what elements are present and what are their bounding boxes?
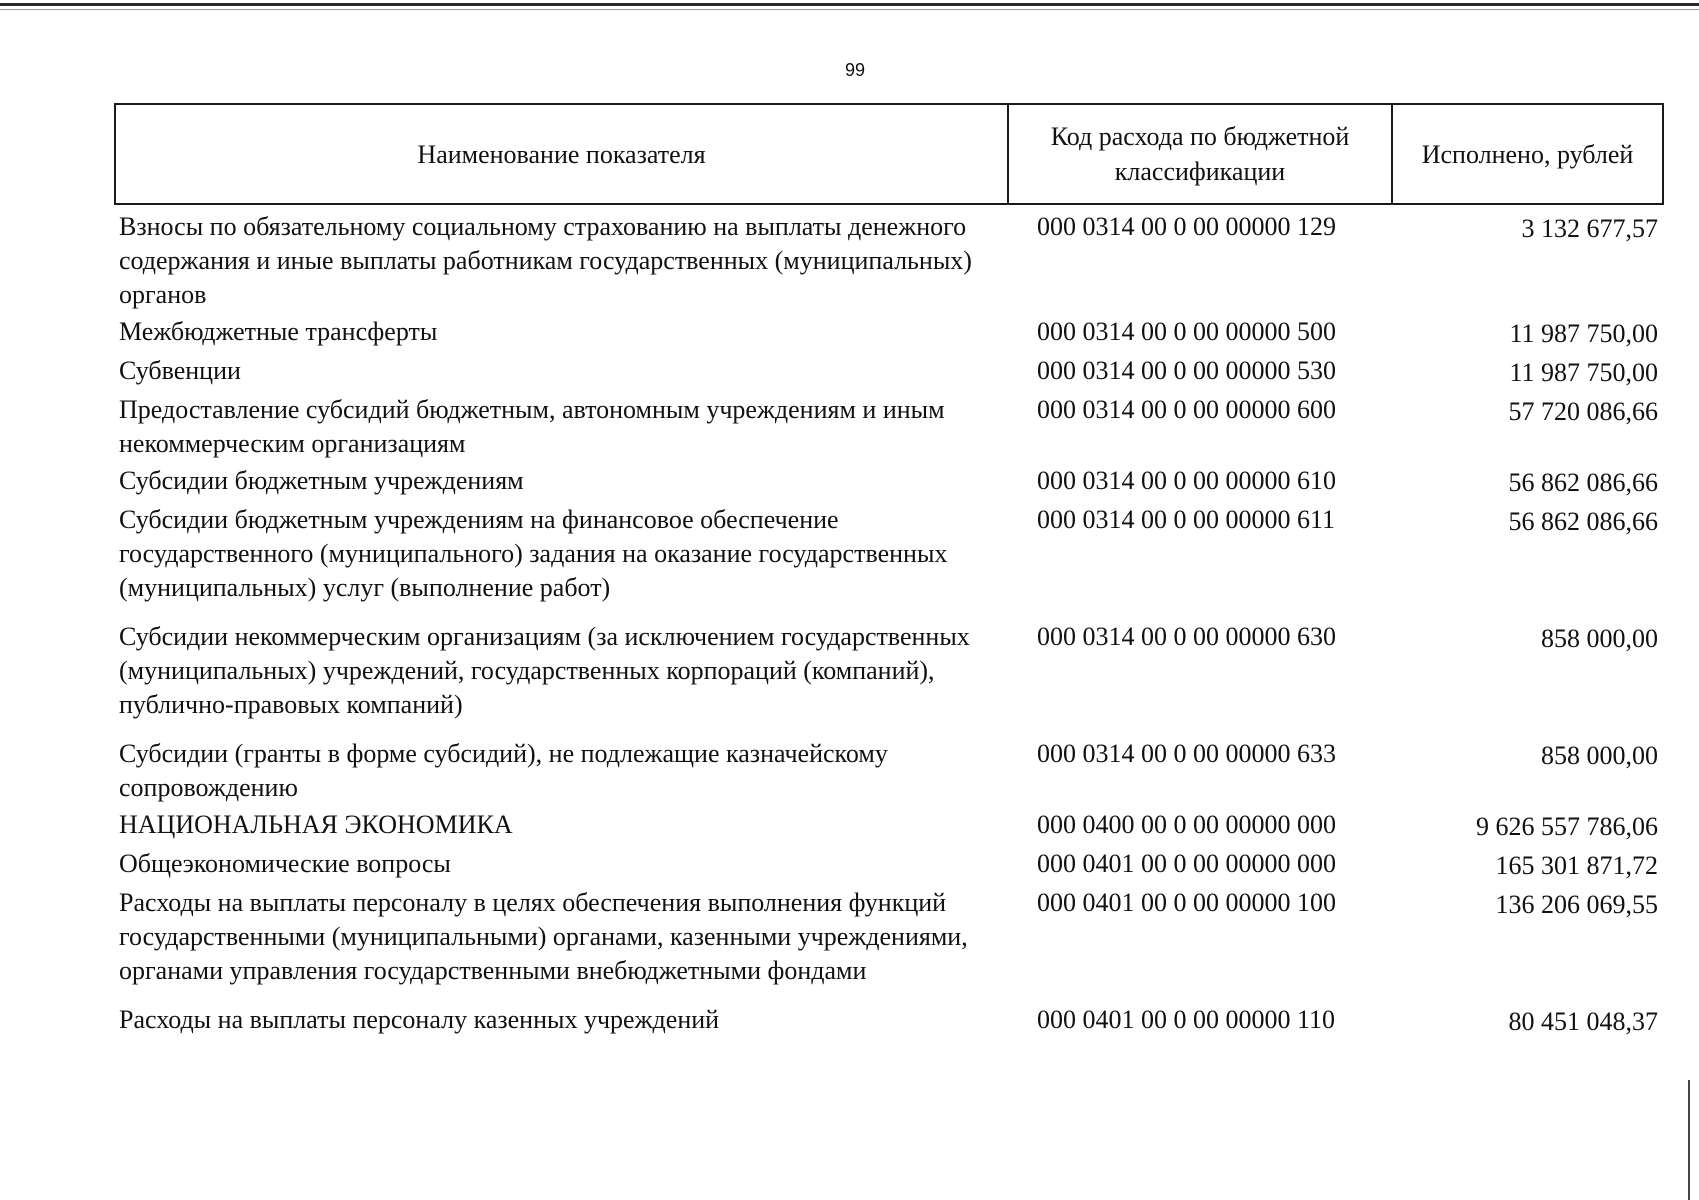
row-code: 000 0314 00 0 00 00000 530 [1037,356,1336,385]
row-name: Субсидии бюджетным учреждениям [119,466,524,495]
row-code: 000 0314 00 0 00 00000 611 [1037,505,1336,534]
row-code: 000 0314 00 0 00 00000 633 [1037,739,1336,768]
row-code: 000 0314 00 0 00 00000 500 [1037,317,1336,346]
top-border-line-thin [0,9,1699,10]
row-name: НАЦИОНАЛЬНАЯ ЭКОНОМИКА [119,810,513,839]
table-row [114,883,1664,988]
row-amount: 3 132 677,57 [1521,214,1658,243]
row-amount: 56 862 086,66 [1508,507,1658,536]
table-row [114,805,1664,844]
header-code-column [1009,105,1393,203]
table-body [114,207,1664,1039]
row-amount: 11 987 750,00 [1509,358,1658,387]
row-name: Субсидии некоммерческим организациям (за исключением государственных (муниципальных) учреждений, государственных корпораций (компаний), публично-правовых компаний) [119,622,970,719]
row-amount: 57 720 086,66 [1508,397,1658,426]
row-amount: 9 626 557 786,06 [1476,812,1658,841]
scan-edge-line [1688,1080,1690,1200]
page-number: 99 [844,60,866,80]
row-code: 000 0314 00 0 00 00000 129 [1037,212,1336,241]
row-name: Общеэкономические вопросы [119,849,451,878]
table-row [114,390,1664,461]
row-code: 000 0401 00 0 00 00000 000 [1037,849,1336,878]
row-amount: 80 451 048,37 [1508,1007,1658,1036]
row-amount: 56 862 086,66 [1508,468,1658,497]
table-row [114,1000,1664,1039]
row-code: 000 0314 00 0 00 00000 630 [1037,622,1336,651]
row-amount: 858 000,00 [1541,741,1658,770]
row-amount: 11 987 750,00 [1509,319,1658,348]
row-name: Расходы на выплаты персоналу казенных учреждений [119,1005,720,1034]
row-name: Предоставление субсидий бюджетным, автономным учреждениям и иным некоммерческим организациям [119,395,945,458]
table-row [114,312,1664,351]
header-amount-column: Исполнено, рублей [1421,139,1634,169]
header-code-line2: классификации [1114,157,1286,186]
table-header [114,103,1664,205]
table-row [114,461,1664,500]
row-code: 000 0401 00 0 00 00000 110 [1037,1005,1336,1034]
row-name: Расходы на выплаты персоналу в целях обеспечения выполнения функций государственными (муниципальными) органами, казенными учреждениями, органами управления государственными внебюджетными фондами [119,888,968,985]
top-border-line [0,3,1699,6]
table-row [114,207,1664,312]
row-name: Субсидии (гранты в форме субсидий), не подлежащие казначейскому сопровождению [119,739,888,802]
row-name: Субсидии бюджетным учреждениям на финансовое обеспечение государственного (муниципального) задания на оказание государственных (муниципальных) услуг (выполнение работ) [119,505,948,602]
table-row [114,351,1664,390]
table-row [114,617,1664,722]
table-row [114,734,1664,805]
row-amount: 858 000,00 [1541,624,1658,653]
header-code-line1: Код расхода по бюджетной [1050,122,1350,151]
row-code: 000 0400 00 0 00 00000 000 [1037,810,1336,839]
table-row [114,844,1664,883]
row-name: Взносы по обязательному социальному страхованию на выплаты денежного содержания и иные выплаты работникам государственных (муниципальных) органов [119,212,972,309]
row-name: Субвенции [119,356,241,385]
row-code: 000 0314 00 0 00 00000 610 [1037,466,1336,495]
header-name-column: Наименование показателя [116,105,1009,203]
table-row [114,500,1664,605]
row-code: 000 0401 00 0 00 00000 100 [1037,888,1336,917]
row-amount: 136 206 069,55 [1495,890,1658,919]
row-amount: 165 301 871,72 [1495,851,1658,880]
row-code: 000 0314 00 0 00 00000 600 [1037,395,1336,424]
row-name: Межбюджетные трансферты [119,317,438,346]
